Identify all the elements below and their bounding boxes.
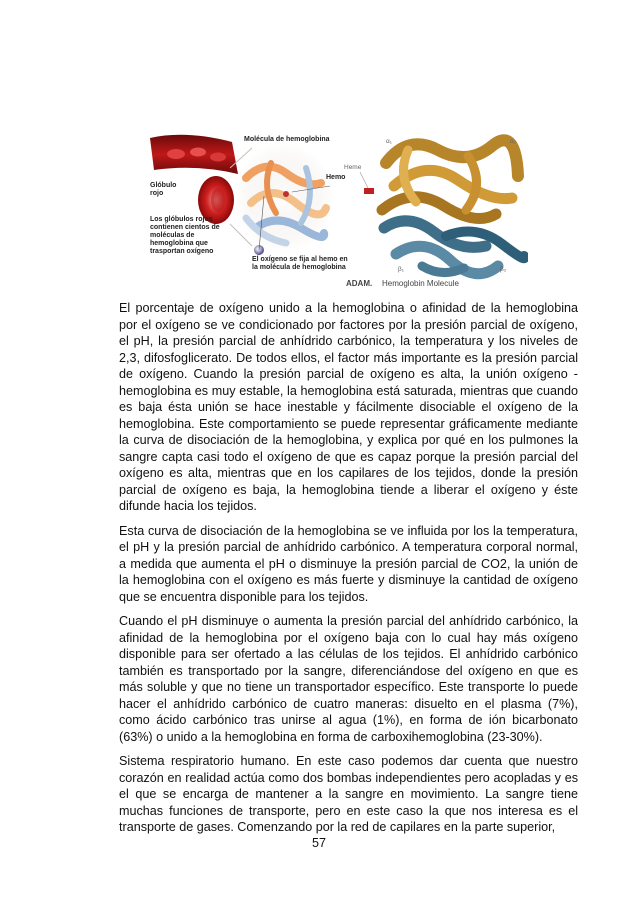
beta2-label: β₂	[500, 266, 507, 273]
alpha2-label: α₂	[510, 138, 517, 145]
vessel-cell	[210, 153, 226, 162]
red-blood-cell-center	[211, 188, 225, 212]
hemo-label: Hemo	[326, 174, 346, 181]
alpha1-label: α₁	[386, 138, 392, 145]
figure-caption: Hemoglobin Molecule	[382, 279, 459, 288]
paragraph: Cuando el pH disminuye o aumenta la presión parcial del anhídrido carbónico, la afinidad de la hemoglobina por el oxígeno baja con lo cual hay más oxígeno disponible para ser ofertado a las células de los tejidos. El anhídrido carbónico también es transportado por la sangre, diferenciándose del oxígeno en que es más soluble y que no tiene un transportador específico. Este transporte lo puede hacer el anhídrido carbónico de cuatro maneras: disuelto en el plasma (7%), como ácido carbónico tras unirse al agua (1%), en forma de ión bicarbonato (63%) o unido a la hemoglobina en forma de carboxihemoglobina (23-30%).	[119, 614, 578, 744]
globulo-label: Glóbulo rojo	[150, 182, 177, 198]
body-text	[119, 300, 578, 844]
paragraph: Sistema respiratorio humano. En este caso podemos dar cuenta que nuestro corazón en realidad actúa como dos bombas independientes pero acopladas y es el que se encarga de mantener a la sangre en movimiento. La sangre tiene muchas funciones de transporte, pero en este caso la que nos interesa es el transporte de gases. Comenzando por la red de capilares en la parte superior,	[119, 754, 578, 834]
paragraph: El porcentaje de oxígeno unido a la hemoglobina o afinidad de la hemoglobina por el oxígeno se ve condicionado por factores por la presión parcial de oxígeno, el pH, la presión parcial de anhídrido carbónico, la temperatura y los niveles de 2,3, difosfoglicerato. De todos ellos, el factor más importante es la presión parcial de oxígeno. Cuando la presión parcial de oxígeno es alta, la unión oxígeno - hemoglobina es muy estable, la hemoglobina está saturada, mientras que cuando es baja ésta unión se hace inestable y fácilmente disociable el oxígeno de la hemoglobina. Este comportamiento se puede representar gráficamente mediante la curva de disociación de la hemoglobina, y explica por qué en los pulmones la sangre capta casi todo el oxígeno de que es capaz porque la presión parcial del oxígeno es alta, mientras que en los capilares de los tejidos, donde la presión parcial de oxígeno es baja, la hemoglobina tiende a liberar el oxígeno y éste difunde hacia los tejidos.	[119, 301, 578, 513]
vessel-cell	[190, 148, 206, 157]
vessel-cell	[167, 149, 185, 159]
paragraph: Esta curva de disociación de la hemoglobina se ve influida por los la temperatura, el pH y la presión parcial de anhídrido carbónico. A temperatura corporal normal, a medida que aumenta el pH o disminuye la presión parcial de CO2, la unión de la hemoglobina con el oxígeno es más fuerte y disminuye la cantidad de oxígeno que se encuentra disponible para los tejidos.	[119, 523, 578, 604]
page-number: 57	[311, 836, 326, 850]
heme-pointer	[360, 172, 368, 188]
beta1-label: β₁	[398, 266, 404, 273]
heme-group	[364, 188, 374, 194]
adam-logo: ADAM.	[346, 279, 373, 288]
hemoglobin-structure	[382, 140, 525, 273]
hemoglobin-figure	[146, 128, 528, 294]
heme-group	[283, 191, 289, 197]
globulos-description: Los glóbulos rojos contienen cientos de moléculas de hemoglobina que trasportan oxígeno	[150, 216, 220, 256]
oxygen-description: El oxígeno se fija al hemo en la molécula de hemoglobina	[252, 256, 348, 272]
figure-title: Molécula de hemoglobina	[244, 136, 330, 143]
heme-label: Heme	[344, 164, 362, 171]
